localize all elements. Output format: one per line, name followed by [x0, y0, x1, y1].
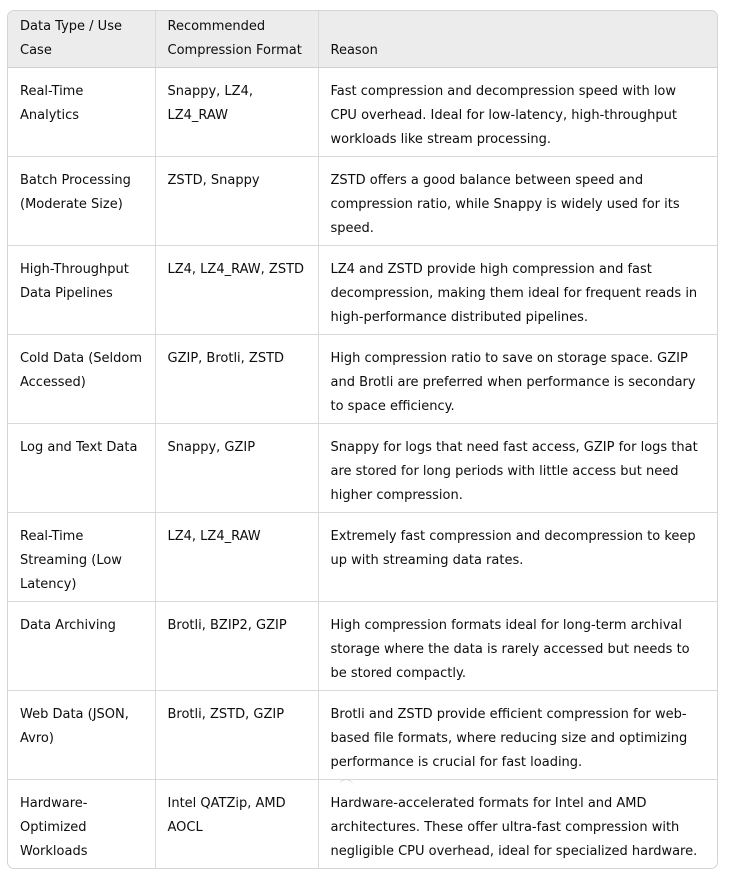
table-row: [8, 68, 717, 157]
table-row: [8, 691, 717, 780]
cell-reason: LZ4 and ZSTD provide high compression and fast decompression, making them ideal for frequent reads in high-performance distributed pipelines.: [318, 246, 717, 335]
cell-use-case: Data Archiving: [8, 602, 155, 691]
cell-use-case: Log and Text Data: [8, 424, 155, 513]
table-row: [8, 602, 717, 691]
cell-format: Brotli, ZSTD, GZIP: [155, 691, 318, 780]
header-data-type: Data Type / Use Case: [8, 11, 155, 68]
cell-reason: Extremely fast compression and decompression to keep up with streaming data rates.: [318, 513, 717, 602]
cell-use-case: Real-Time Analytics: [8, 68, 155, 157]
table-row: [8, 246, 717, 335]
cell-format: GZIP, Brotli, ZSTD: [155, 335, 318, 424]
cell-reason: Brotli and ZSTD provide efficient compression for web-based file formats, where reducing size and optimizing performance is crucial for fast loading.: [318, 691, 717, 780]
cell-format: Intel QATZip, AMD AOCL: [155, 780, 318, 869]
cell-reason: Snappy for logs that need fast access, GZIP for logs that are stored for long periods with little access but need higher compression.: [318, 424, 717, 513]
table-header-row: [8, 11, 717, 68]
compression-table: [8, 11, 717, 868]
cell-reason: Hardware-accelerated formats for Intel and AMD architectures. These offer ultra-fast compression with negligible CPU overhead, ideal for specialized hardware.: [330, 796, 698, 859]
cell-format: Brotli, BZIP2, GZIP: [155, 602, 318, 691]
cell-reason: High compression ratio to save on storage space. GZIP and Brotli are preferred when performance is secondary to space efficiency.: [318, 335, 717, 424]
cell-use-case: High-Throughput Data Pipelines: [8, 246, 155, 335]
cell-use-case: Web Data (JSON, Avro): [8, 691, 155, 780]
table-row: [8, 335, 717, 424]
cell-use-case: Real-Time Streaming (Low Latency): [8, 513, 155, 602]
cell-format: ZSTD, Snappy: [155, 157, 318, 246]
cell-use-case: Hardware-Optimized Workloads: [8, 780, 155, 869]
table-row: [8, 780, 717, 869]
cell-reason: ZSTD offers a good balance between speed and compression ratio, while Snappy is widely used for its speed.: [318, 157, 717, 246]
table-row: [8, 513, 717, 602]
cell-format: Snappy, GZIP: [155, 424, 318, 513]
cell-format: LZ4, LZ4_RAW, ZSTD: [155, 246, 318, 335]
table-row: [8, 424, 717, 513]
cell-reason: Fast compression and decompression speed with low CPU overhead. Ideal for low-latency, high-throughput workloads like stream processing.: [318, 68, 717, 157]
cell-use-case: Batch Processing (Moderate Size): [8, 157, 155, 246]
cell-use-case: Cold Data (Seldom Accessed): [8, 335, 155, 424]
table-row: [8, 157, 717, 246]
header-reason: Reason: [318, 11, 717, 68]
cell-reason: High compression formats ideal for long-term archival storage where the data is rarely accessed but needs to be stored compactly.: [318, 602, 717, 691]
cell-format: LZ4, LZ4_RAW: [155, 513, 318, 602]
compression-table-container: [7, 10, 718, 869]
cell-format: Snappy, LZ4, LZ4_RAW: [155, 68, 318, 157]
header-compression-format: Recommended Compression Format: [155, 11, 318, 68]
